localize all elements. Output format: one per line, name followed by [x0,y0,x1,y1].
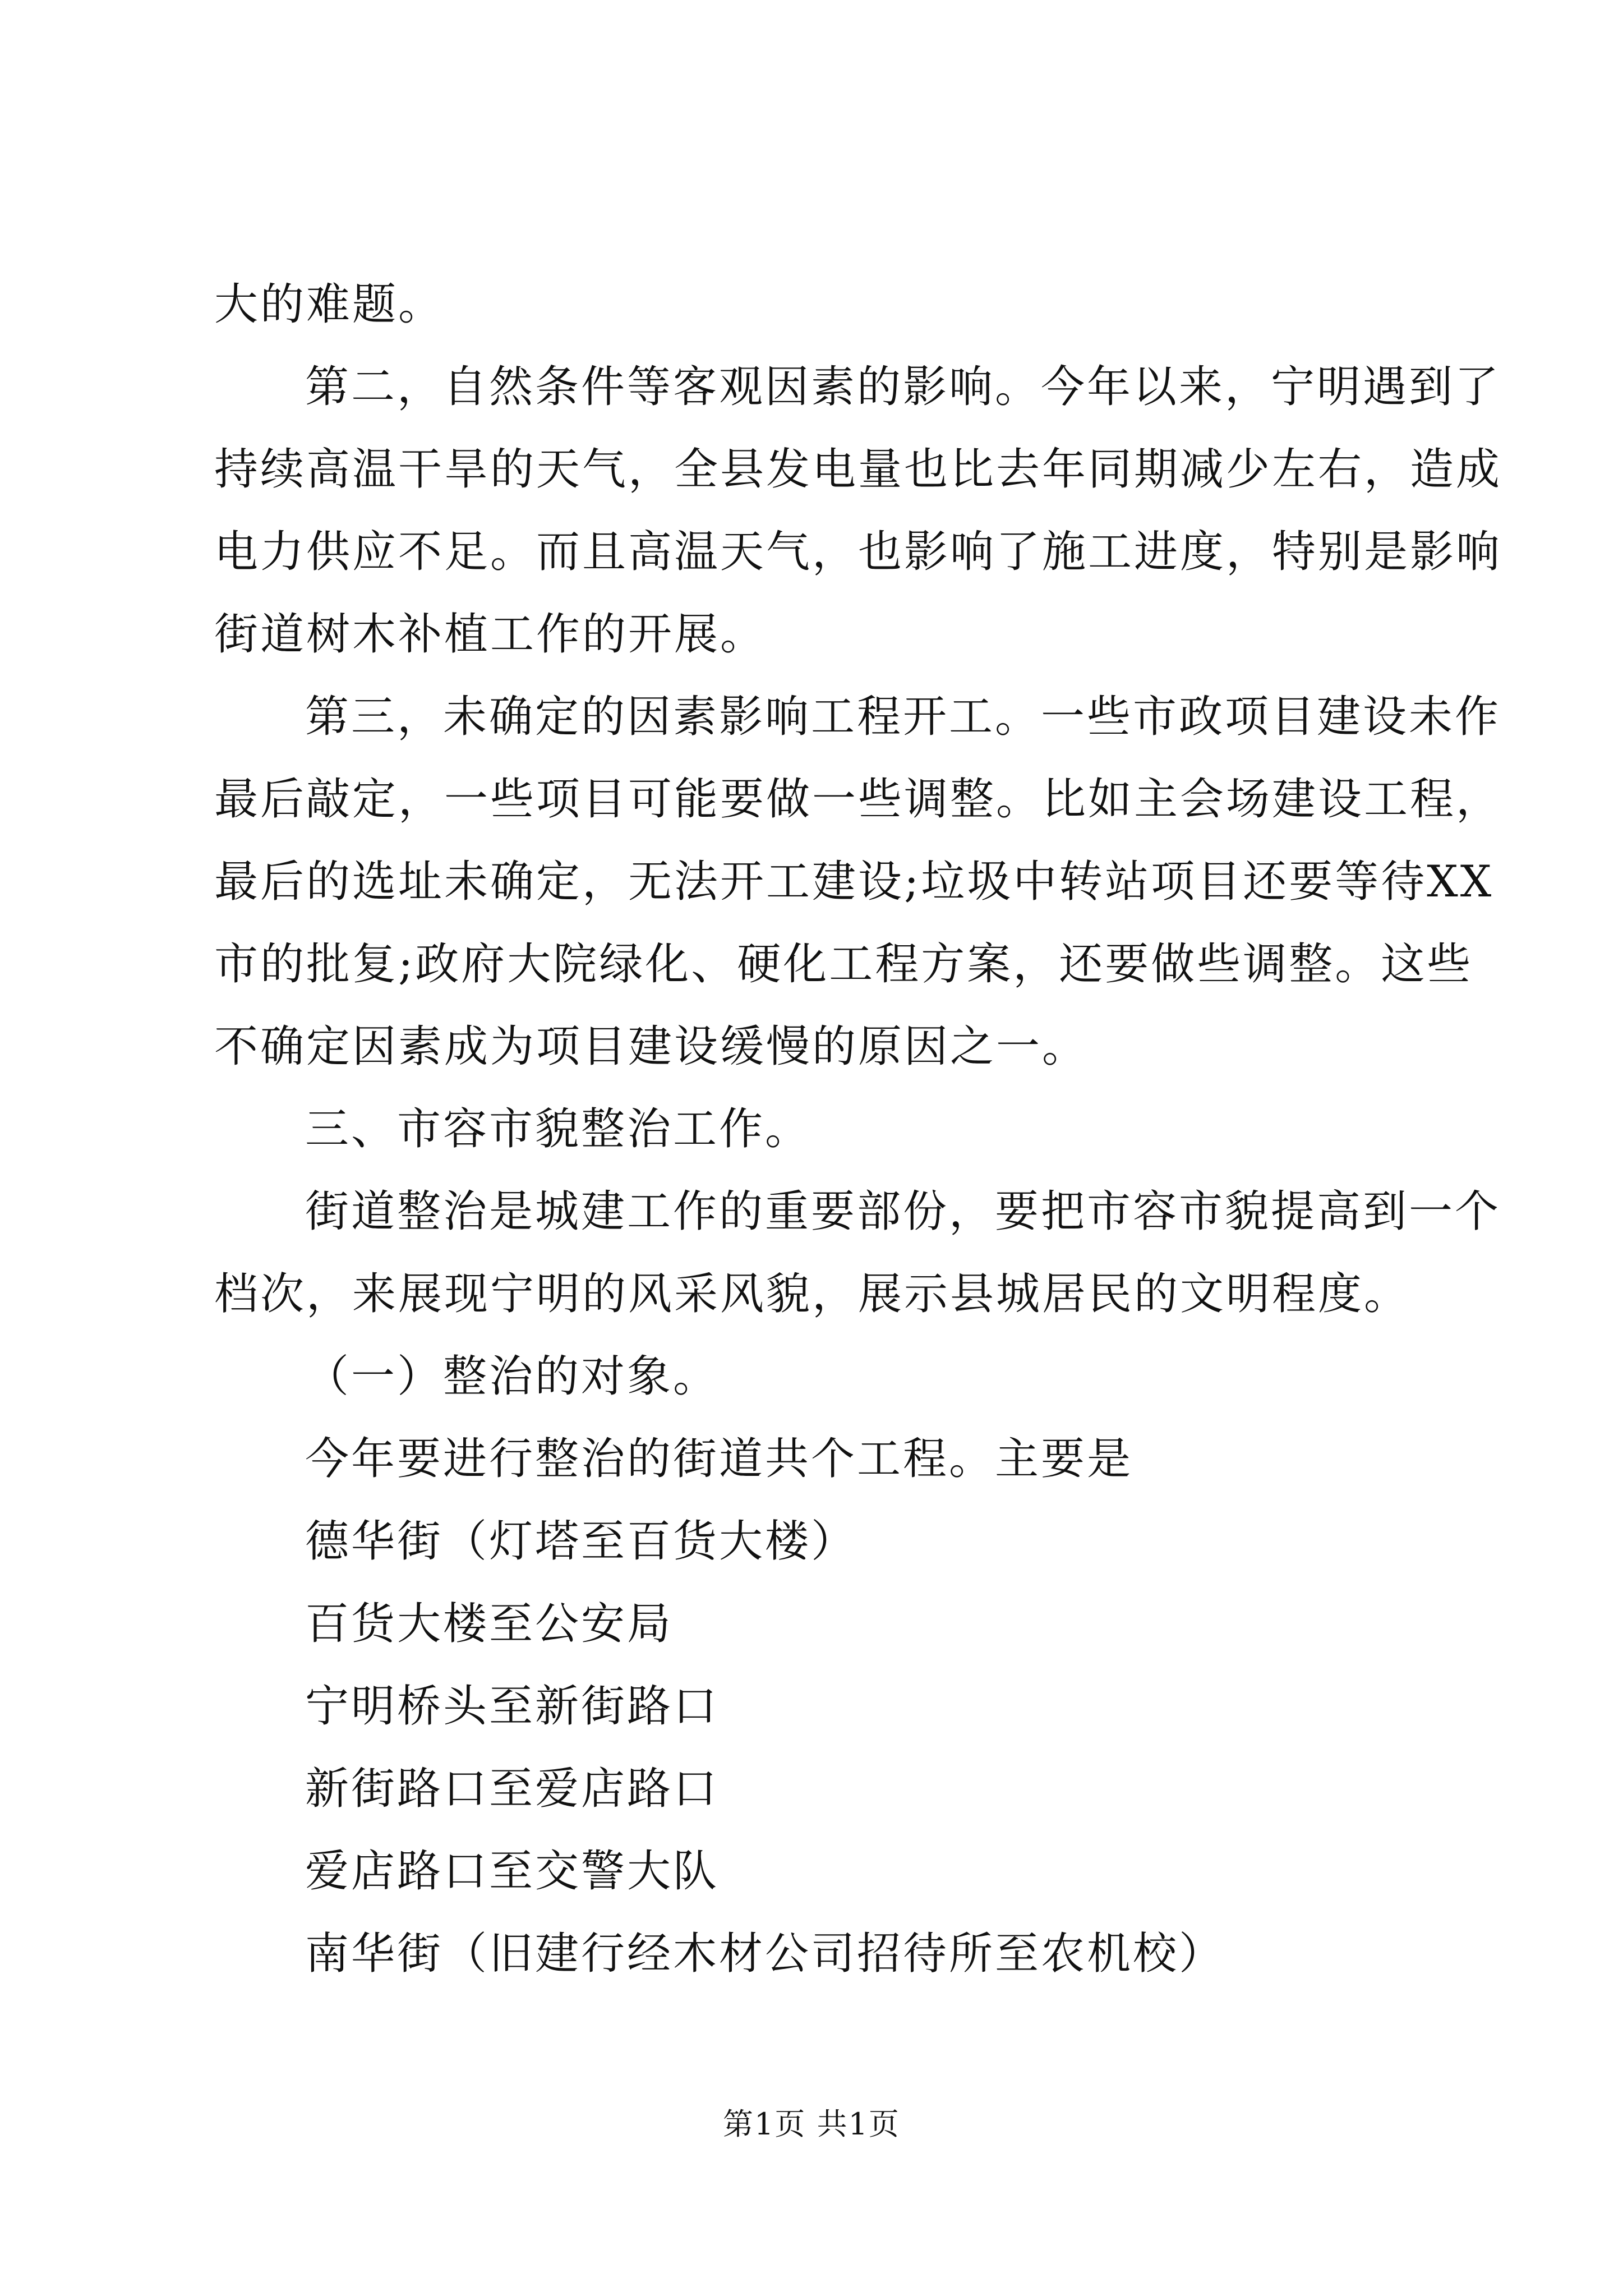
street-list-item: 爱店路口至交警大队 [305,1846,720,1897]
text-line: 大的难题。 [214,279,445,330]
text-line: 电力供应不足。而且高温天气，也影响了施工进度，特别是影响 [214,527,1502,577]
text-line: 市的批复;政府大院绿化、硬化工程方案，还要做些调整。这些 [214,939,1473,990]
text-line: 不确定因素成为项目建设缓慢的原因之一。 [214,1022,1089,1072]
subsection-heading: （一）整治的对象。 [305,1351,720,1402]
paragraph-line: 今年要进行整治的街道共个工程。主要是 [305,1434,1133,1484]
street-list-item: 宁明桥头至新街路口 [305,1681,720,1732]
text-line: 最后的选址未确定，无法开工建设;垃圾中转站项目还要等待XX [214,857,1494,907]
section-heading: 三、市容市貌整治工作。 [305,1104,811,1154]
street-list-item: 新街路口至爱店路口 [305,1764,720,1814]
page-footer: 第1页 共1页 [723,2106,900,2142]
paragraph-line: 街道整治是城建工作的重要部份，要把市容市貌提高到一个 [305,1186,1501,1237]
text-line: 街道树木补植工作的开展。 [214,609,767,660]
text-line: 最后敲定，一些项目可能要做一些调整。比如主会场建设工程， [214,774,1502,825]
street-list-item: 德华街（灯塔至百货大楼） [305,1516,857,1567]
street-list-item: 百货大楼至公安局 [305,1599,674,1649]
text-line: 持续高温干旱的天气，全县发电量也比去年同期减少左右，造成 [214,444,1502,495]
paragraph-line: 第二，自然条件等客观因素的影响。今年以来，宁明遇到了 [305,362,1501,412]
text-line: 档次，来展现宁明的风采风貌，展示县城居民的文明程度。 [214,1269,1410,1319]
paragraph-line: 第三，未确定的因素影响工程开工。一些市政项目建设未作 [305,692,1501,742]
street-list-item: 南华街（旧建行经木材公司招待所至农机校） [305,1929,1225,1979]
document-body [214,264,1502,1995]
